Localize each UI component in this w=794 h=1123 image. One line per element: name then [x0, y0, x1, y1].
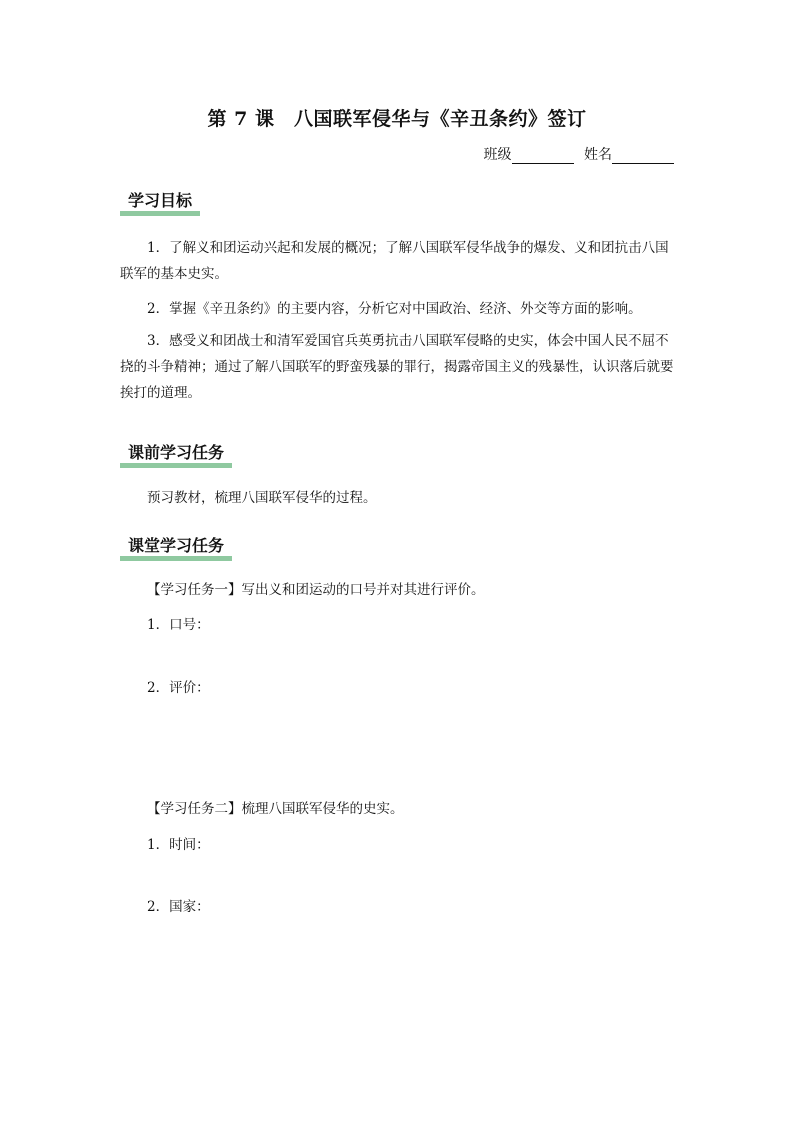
task-two-title: 【学习任务二】梳理八国联军侵华的史实。 — [147, 801, 404, 817]
pre-class-task: 预习教材，梳理八国联军侵华的过程。 — [147, 490, 377, 506]
page-title: 第 7 课 八国联军侵华与《辛丑条约》签订 — [207, 108, 587, 130]
section-heading-in-class — [120, 537, 232, 561]
objective-item-1: 1．了解义和团运动兴起和发展的概况；了解八国联军侵华战争的爆发、义和团抗击八国联军的基本史实。 — [120, 240, 669, 282]
objective-item-3: 3．感受义和团战士和清军爱国官兵英勇抗击八国联军侵略的史实，体会中国人民不屈不挠的斗争精神；通过了解八国联军的野蛮残暴的罪行，揭露帝国主义的残暴性，认识落后就要挨打的道理。 — [120, 333, 674, 401]
section-heading-text: 课前学习任务 — [128, 443, 225, 462]
section-heading-text: 学习目标 — [128, 191, 193, 210]
class-blank[interactable] — [512, 149, 574, 164]
section-heading-pre-class — [120, 444, 232, 468]
class-label: 班级 — [483, 147, 512, 163]
task-one-item-evaluation: 2．评价： — [147, 680, 210, 696]
section-heading-text: 课堂学习任务 — [128, 536, 225, 555]
task-one-title: 【学习任务一】写出义和团运动的口号并对其进行评价。 — [147, 582, 485, 598]
class-name-fields — [484, 144, 674, 164]
section-heading-objectives — [120, 192, 200, 216]
task-two-item-countries: 2．国家： — [147, 899, 210, 915]
objective-item-2: 2．掌握《辛丑条约》的主要内容，分析它对中国政治、经济、外交等方面的影响。 — [147, 301, 642, 317]
task-two-item-time: 1．时间： — [147, 837, 210, 853]
task-one-item-slogan: 1．口号： — [147, 617, 210, 633]
name-blank[interactable] — [612, 149, 674, 164]
name-label: 姓名 — [584, 147, 612, 163]
